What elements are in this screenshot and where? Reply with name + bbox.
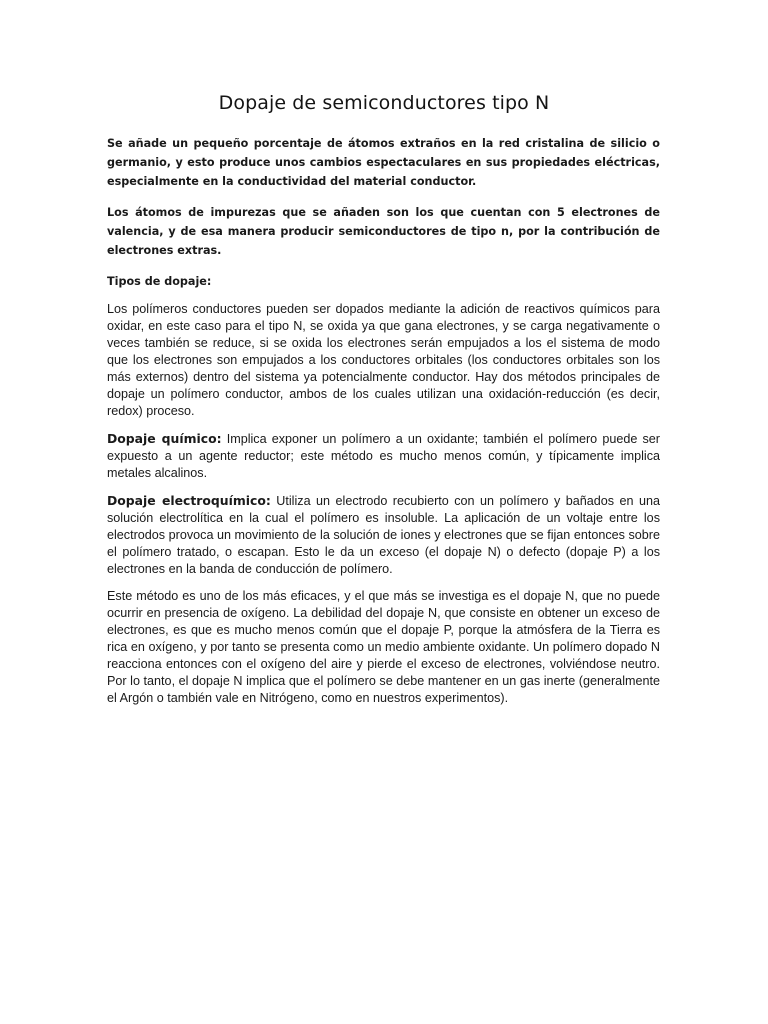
dopaje-electroquimico-text: Utiliza un electrodo recubierto con un polímero y bañados en una solución electrolítica en la cual el polímero es insoluble. La aplicación de un voltaje entre los electrodos provoca un movimiento de la solución de iones y electrones que se fijan entonces sobre el polímero tratado, o escapan. Esto le da un exceso (el dopaje N) o defecto (dopaje P) a los electrones en la banda de conducción de polímero. bbox=[107, 494, 660, 576]
paragraph-dopaje-quimico bbox=[107, 430, 660, 482]
intro-paragraph-1: Se añade un pequeño porcentaje de átomos extraños en la red cristalina de silicio o germanio, y esto produce unos cambios espectaculares en sus propiedades eléctricas, especialmente en la conductividad del material conductor. bbox=[107, 137, 660, 188]
section-heading: Tipos de dopaje: bbox=[107, 275, 212, 288]
document-body bbox=[107, 134, 660, 717]
document-title: Dopaje de semiconductores tipo N bbox=[218, 92, 550, 114]
dopaje-quimico-text: Implica exponer un polímero a un oxidante; también el polímero puede ser expuesto a un agente reductor; este método es mucho menos común, y típicamente implica metales alcalinos. bbox=[107, 432, 661, 480]
dopaje-quimico-label: Dopaje químico: bbox=[107, 431, 222, 446]
paragraph-dopaje-electroquimico bbox=[107, 492, 660, 578]
dopaje-electroquimico-label: Dopaje electroquímico: bbox=[107, 493, 271, 508]
paragraph-polimeros: Los polímeros conductores pueden ser dopados mediante la adición de reactivos químicos para oxidar, en este caso para el tipo N, se oxida ya que gana electrones, y se carga negativamente o veces también se reduce, si se oxida los electrones serán empujados a los el sistema de modo que los electrones son empujados a los conductores orbitales (los conductores orbitales son los más externos) dentro del sistema ya potencialmente conductor. Hay dos métodos principales de dopaje un polímero conductor, ambos de los cuales utilizan una oxidación-reducción (es decir, redox) proceso. bbox=[107, 302, 660, 418]
intro-paragraph-2: Los átomos de impurezas que se añaden son los que cuentan con 5 electrones de valencia, y de esa manera producir semiconductores de tipo n, por la contribución de electrones extras. bbox=[107, 206, 660, 257]
paragraph-final: Este método es uno de los más eficaces, y el que más se investiga es el dopaje N, que no puede ocurrir en presencia de oxígeno. La debilidad del dopaje N, que consiste en obtener un exceso de electrones, es que es mucho menos común que el dopaje P, porque la atmósfera de la Tierra es rica en oxígeno, y por tanto se presenta como un medio ambiente oxidante. Un polímero dopado N reacciona entonces con el oxígeno del aire y pierde el exceso de electrones, volviéndose neutro. Por lo tanto, el dopaje N implica que el polímero se debe mantener en un gas inerte (generalmente el Argón o también vale en Nitrógeno, como en nuestros experimentos). bbox=[107, 589, 660, 705]
